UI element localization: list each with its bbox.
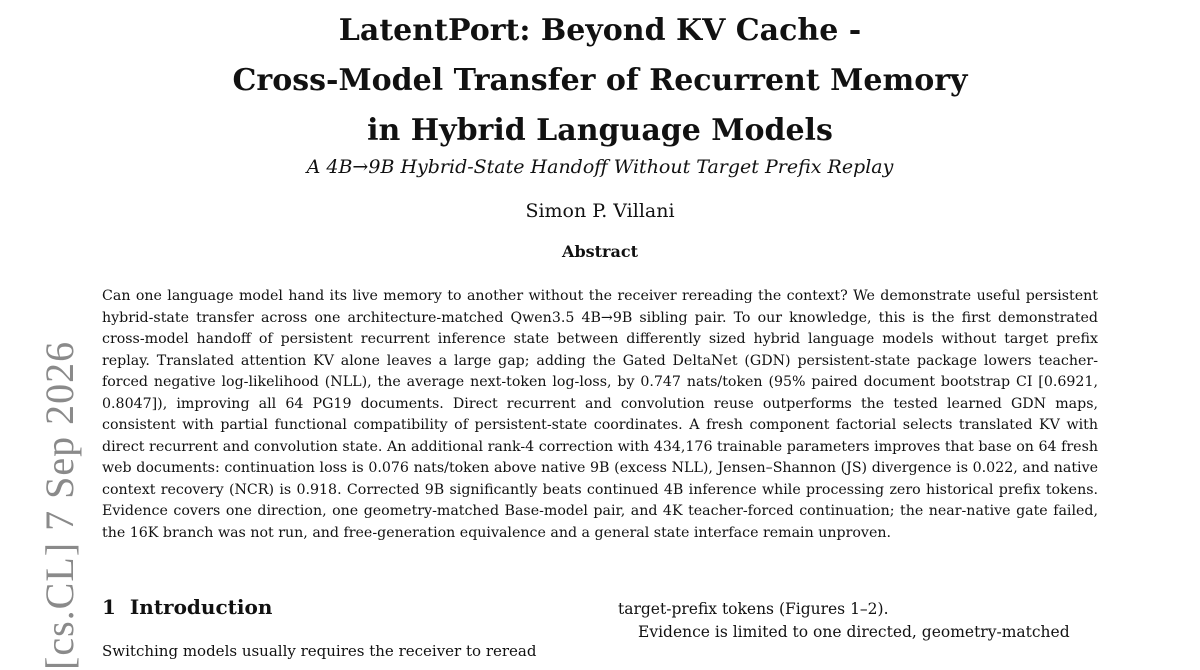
introduction-left-column-text: Switching models usually requires the receiver to reread	[102, 642, 537, 660]
title-line-3: in Hybrid Language Models	[367, 113, 833, 148]
section-title: Introduction	[129, 595, 273, 619]
section-number: 1	[102, 595, 116, 619]
arxiv-identifier-stamp	[8, 340, 94, 670]
right-column-line-1: target-prefix tokens (Figures 1–2).	[618, 600, 889, 618]
author-name: Simon P. Villani	[525, 200, 675, 222]
right-column-line-2: Evidence is limited to one directed, geometry-matched	[638, 623, 1070, 641]
abstract-body: Can one language model hand its live memory to another without the receiver rereading the context? We demonstrate useful persistent hybrid-state transfer across one architecture-matched Qwen3.5 4B→9B sibling pair. To our knowledge, this is the first demonstrated cross-model handoff of persistent recurrent inference state between differently sized hybrid language models without target prefix replay. Translated attention KV alone leaves a large gap; adding the Gated DeltaNet (GDN) persistent-state package lowers teacher-forced negative log-likelihood (NLL), the average next-token log-loss, by 0.747 nats/token (95% paired document bootstrap CI [0.6921, 0.8047]), improving all 64 PG19 documents. Direct recurrent and convolution reuse outperforms the tested learned GDN maps, consistent with partial functional compatibility of persistent-state coordinates. A fresh component factorial selects translated KV with direct recurrent and convolution state. An additional rank-4 correction with 434,176 trainable parameters improves that base on 64 fresh web documents: continuation loss is 0.076 nats/token above native 9B (excess NLL), Jensen–Shannon (JS) divergence is 0.022, and native context recovery (NCR) is 0.918. Corrected 9B significantly beats continued 4B inference while processing zero historical prefix tokens. Evidence covers one direction, one geometry-matched Base-model pair, and 4K teacher-forced continuation; the near-native gate failed, the 16K branch was not run, and free-generation equivalence and a general state interface remain unproven.	[102, 288, 1098, 541]
abstract-heading: Abstract	[562, 242, 638, 261]
title-line-2: Cross-Model Transfer of Recurrent Memory	[232, 63, 968, 98]
paper-subtitle: A 4B→9B Hybrid-State Handoff Without Target Prefix Replay	[306, 156, 894, 178]
paper-title	[100, 6, 1100, 156]
arxiv-stamp-text: [cs.CL] 7 Sep 2026	[37, 340, 82, 670]
introduction-heading	[102, 595, 272, 619]
title-line-1: LatentPort: Beyond KV Cache -	[338, 13, 862, 48]
introduction-right-column	[618, 598, 1098, 644]
